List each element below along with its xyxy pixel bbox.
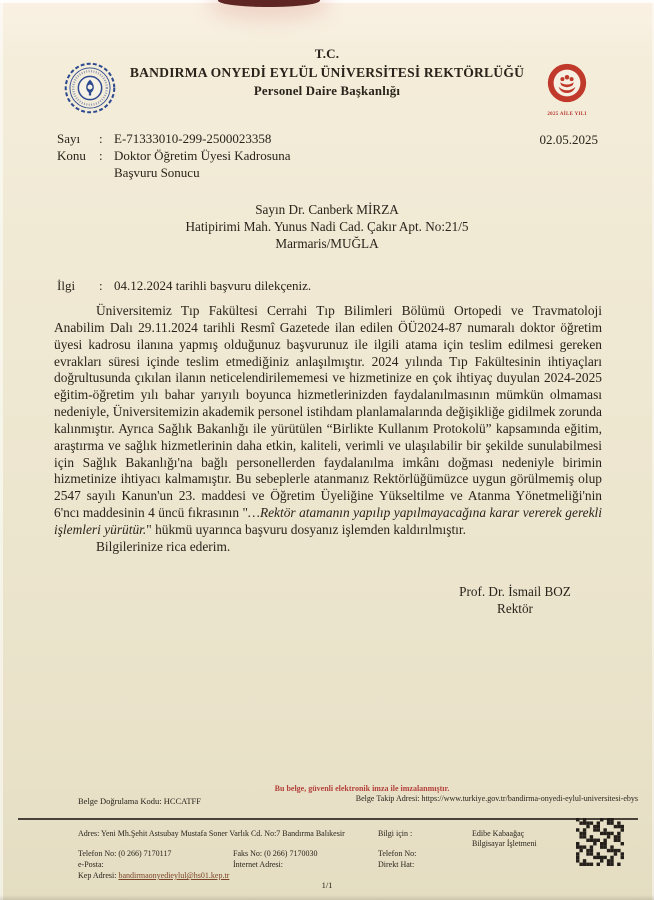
footer-fax: Faks No: (0 266) 7170030 xyxy=(233,849,318,858)
e-signature-notice: Bu belge, güvenli elektronik imza ile imzalanmıştır. xyxy=(274,784,450,793)
footer-kep-address: bandirmaonyedieylul@hs01.kep.tr xyxy=(118,871,230,880)
photo-edge xyxy=(0,0,3,900)
document-date: 02.05.2025 xyxy=(539,132,598,147)
footer-kep-row xyxy=(78,871,229,880)
sayi-colon: : xyxy=(99,131,103,146)
photo-artifact xyxy=(218,0,320,7)
letter-body xyxy=(54,303,602,556)
signature-block xyxy=(420,583,610,617)
recipient-city: Marmaris/MUĞLA xyxy=(275,236,379,251)
sayi-value: E-71333010-299-2500023358 xyxy=(114,131,272,146)
letterhead-tc: T.C. xyxy=(314,46,340,61)
footer-contact-phone-label: Telefon No: xyxy=(378,849,417,858)
footer-email-label: e-Posta: xyxy=(78,860,104,869)
signer-title: Rektör xyxy=(497,601,533,616)
page-number: 1/1 xyxy=(321,880,333,890)
photo-edge xyxy=(0,0,654,3)
konu-value-line2: Başvuru Sonucu xyxy=(114,164,200,180)
footer-address: Adres: Yeni Mh.Şehit Astsubay Mustafa Soner Varlık Cd. No:7 Bandırma Balıkesir xyxy=(78,829,345,838)
recipient-block xyxy=(0,201,654,252)
body-text-1: Üniversitemiz Tıp Fakültesi Cerrahi Tıp Bilimleri Bölümü Ortopedi ve Travmatoloji Anabilim Dalı 29.11.2024 tarihli Resmî Gazetede ilan edilen ÖÜ2024-87 numaralı doktor öğretim üyesi kadrosu ilanına yapmış olduğunuz başvurunuz ile ilgili atama için teslim edilmesi gereken evrakları süresi içinde teslim etmediğiniz anlaşılmıştır. 2024 yılında Tıp Fakültesinin ihtiyaçları doğrultusunda çıkılan ilanın neticelendirilememesi ve hizmetinize en çok ihtiyaç duyulan 2024-2025 eğitim-öğretim yılı bahar yarıyılı boyunca hizmetlerinizden faydalanılmasının mümkün olmaması nedeniyle, Üniversitemizin akademik personel istihdam planlamalarında değişikliğe gidilmek zorunda kalınmıştır. Ayrıca Sağlık Bakanlığı ile yürütülen “Birlikte Kullanım Protokolü” kapsamında eğitim, araştırma ve sağlık hizmetlerinin daha etkin, kaliteli, verimli ve ulaşılabilir bir şekilde sunulabilmesi için Sağlık Bakanlığı'na bağlı personellerden faydalanılma imkânı doğması nedeniyle birimin hizmetinize ihtiyacı kalmamıştır. Bu sebeplerle atanmanız Rektörlüğümüzce uygun görülmemiş olup 2547 sayılı Kanun'un 23. maddesi ve Öğretim Üyeliğine Yükseltilme ve Atanma Yönetmeliği'nin 6'ncı maddesinin 4 üncü fıkrasının " xyxy=(54,303,602,521)
sayi-label: Sayı xyxy=(57,131,81,146)
konu-row xyxy=(57,148,291,165)
letterhead-university: BANDIRMA ONYEDİ EYLÜL ÜNİVERSİTESİ REKTÖRLÜĞÜ xyxy=(129,65,525,80)
letterhead-department: Personel Daire Başkanlığı xyxy=(253,84,401,98)
ilgi-colon: : xyxy=(99,278,103,293)
footer-phone: Telefon No: (0 266) 7170117 xyxy=(78,849,172,858)
body-paragraph xyxy=(54,303,602,539)
photo-edge xyxy=(0,895,654,900)
footer-contact-name: Edibe Kabaağaç xyxy=(472,829,525,838)
letterhead xyxy=(80,46,574,99)
recipient-name: Sayın Dr. Canberk MİRZA xyxy=(255,202,399,217)
ilgi-value: 04.12.2024 tarihli başvuru dilekçeniz. xyxy=(114,278,312,293)
konu-colon: : xyxy=(99,147,103,163)
closing-line: Bilgilerinize rica ederim. xyxy=(96,538,231,554)
signer-name: Prof. Dr. İsmail BOZ xyxy=(459,584,571,599)
tracking-address: Belge Takip Adresi: https://www.turkiye.gov.tr/bandirma-onyedi-eylul-universitesi-ebys xyxy=(355,794,638,803)
footer-contact-label: Bilgi için : xyxy=(378,829,413,838)
recipient-address: Hatipirimi Mah. Yunus Nadi Cad. Çakır Apt. No:21/5 xyxy=(185,219,469,234)
konu-label: Konu xyxy=(57,147,86,163)
body-quoted-italic: …Rektör atamanın yapılıp yapılmayacağına karar vererek gerekli işlemleri yürütür. xyxy=(54,505,602,537)
footer-contact-title: Bilgisayar İşletmeni xyxy=(472,839,537,848)
qr-code-icon xyxy=(576,818,624,866)
footer-divider xyxy=(18,818,638,820)
footer-direct-line-label: Direkt Hat: xyxy=(378,860,415,869)
sayi-row xyxy=(57,131,291,148)
qr-code xyxy=(576,818,624,866)
document-meta xyxy=(57,131,291,181)
footer-kep-label: Kep Adresi: xyxy=(78,871,117,880)
reference-row xyxy=(57,278,311,294)
konu-value-line1: Doktor Öğretim Üyesi Kadrosuna xyxy=(114,147,291,163)
footer-web-label: İnternet Adresi: xyxy=(233,860,283,869)
body-text-2: " hükmü uyarınca başvuru dosyanız işlemden kaldırılmıştır. xyxy=(146,521,466,537)
aile-yili-caption: 2025 AİLE YILI xyxy=(547,112,587,117)
ilgi-label: İlgi xyxy=(57,278,76,293)
verification-code: Belge Doğrulama Kodu: HCCATFF xyxy=(78,796,202,806)
